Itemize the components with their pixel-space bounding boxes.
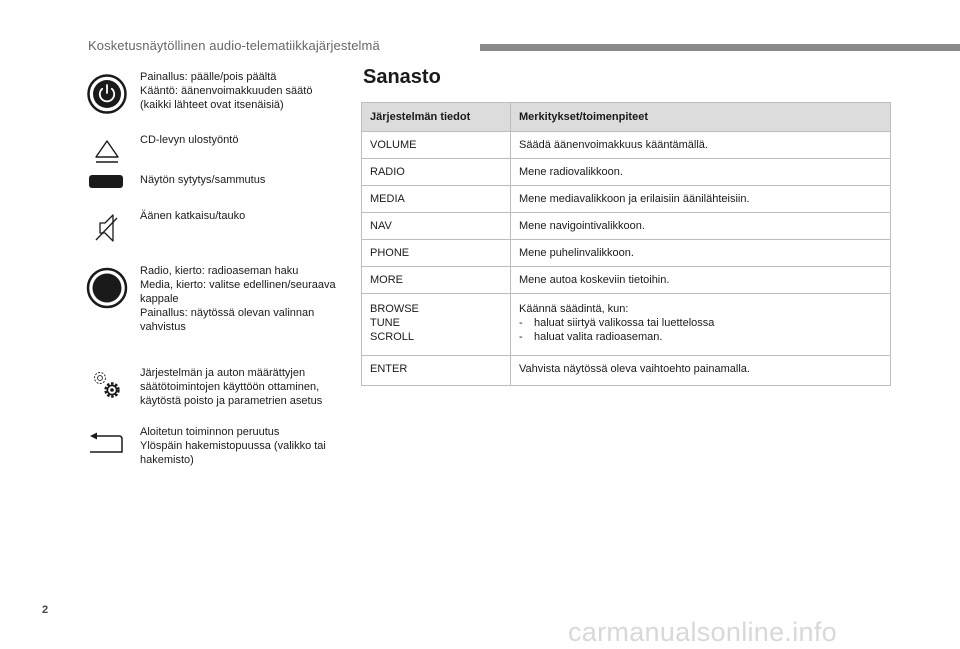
- desc-cell: Säädä äänenvoimakkuus kääntämällä.: [511, 132, 891, 159]
- term-scroll: SCROLL: [370, 331, 415, 343]
- control-eject-text: CD-levyn ulostyöntö: [140, 134, 239, 146]
- term-browse: BROWSE: [370, 303, 419, 315]
- term-cell: VOLUME: [362, 132, 511, 159]
- page-number: 2: [42, 604, 49, 616]
- list-item: - haluat valita radioaseman.: [519, 330, 882, 344]
- term-cell: NAV: [362, 213, 511, 240]
- table-row: [362, 213, 891, 240]
- desc-cell: Mene mediavalikkoon ja erilaisiin äänilähteisiin.: [511, 186, 891, 213]
- table-row: [362, 294, 891, 356]
- desc-intro: Käännä säädintä, kun:: [519, 303, 629, 315]
- settings-gears-icon: [82, 362, 132, 406]
- table-row: [362, 186, 891, 213]
- control-rotary-text: Radio, kierto: radioaseman haku Media, kierto: valitse edellinen/seuraava kappale Painallus: näytössä olevan valinnan vahvistus: [140, 265, 336, 333]
- list-item: - haluat siirtyä valikossa tai luettelossa: [519, 316, 882, 330]
- power-knob-icon: [82, 72, 132, 116]
- table-row: [362, 267, 891, 294]
- table-row: [362, 356, 891, 386]
- desc-cell: Mene puhelinvalikkoon.: [511, 240, 891, 267]
- term-cell: PHONE: [362, 240, 511, 267]
- display-button-icon: [82, 160, 132, 204]
- term-cell: [362, 294, 511, 356]
- term-cell: ENTER: [362, 356, 511, 386]
- watermark: carmanualsonline.info: [568, 617, 837, 647]
- mute-icon: [82, 206, 132, 250]
- column-header: Järjestelmän tiedot: [362, 103, 511, 132]
- back-arrow-icon: [82, 421, 132, 465]
- header-title: Kosketusnäytöllinen audio-telematiikkajärjestelmä: [88, 38, 380, 53]
- term-cell: RADIO: [362, 159, 511, 186]
- table-row: [362, 240, 891, 267]
- desc-list: [519, 316, 882, 344]
- desc-cell: Mene autoa koskeviin tietoihin.: [511, 267, 891, 294]
- table-row: [362, 159, 891, 186]
- term-cell: MORE: [362, 267, 511, 294]
- control-display-text: Näytön sytytys/sammutus: [140, 174, 266, 186]
- table-header-row: [362, 103, 891, 132]
- desc-cell: Mene radiovalikkoon.: [511, 159, 891, 186]
- glossary-table: [361, 102, 891, 386]
- desc-cell: Vahvista näytössä oleva vaihtoehto painamalla.: [511, 356, 891, 386]
- control-power-text: Painallus: päälle/pois päältä Kääntö: äänenvoimakkuuden säätö (kaikki lähteet ovat itsenäisiä): [140, 71, 313, 111]
- term-cell: MEDIA: [362, 186, 511, 213]
- table-row: [362, 132, 891, 159]
- column-header: Merkitykset/toimenpiteet: [511, 103, 891, 132]
- header-bar: [480, 44, 960, 51]
- rotary-knob-icon: [82, 266, 132, 310]
- desc-cell: Mene navigointivalikkoon.: [511, 213, 891, 240]
- control-mute-text: Äänen katkaisu/tauko: [140, 210, 246, 222]
- term-tune: TUNE: [370, 317, 400, 329]
- section-title: Sanasto: [363, 66, 441, 88]
- control-settings-text: Järjestelmän ja auton määrättyjen säätötoimintojen käyttöön ottaminen, käytöstä poisto ja parametrien asetus: [140, 367, 323, 407]
- desc-cell: [511, 294, 891, 356]
- control-back-text: Aloitetun toiminnon peruutus Ylöspäin hakemistopuussa (valikko tai hakemisto): [140, 426, 326, 466]
